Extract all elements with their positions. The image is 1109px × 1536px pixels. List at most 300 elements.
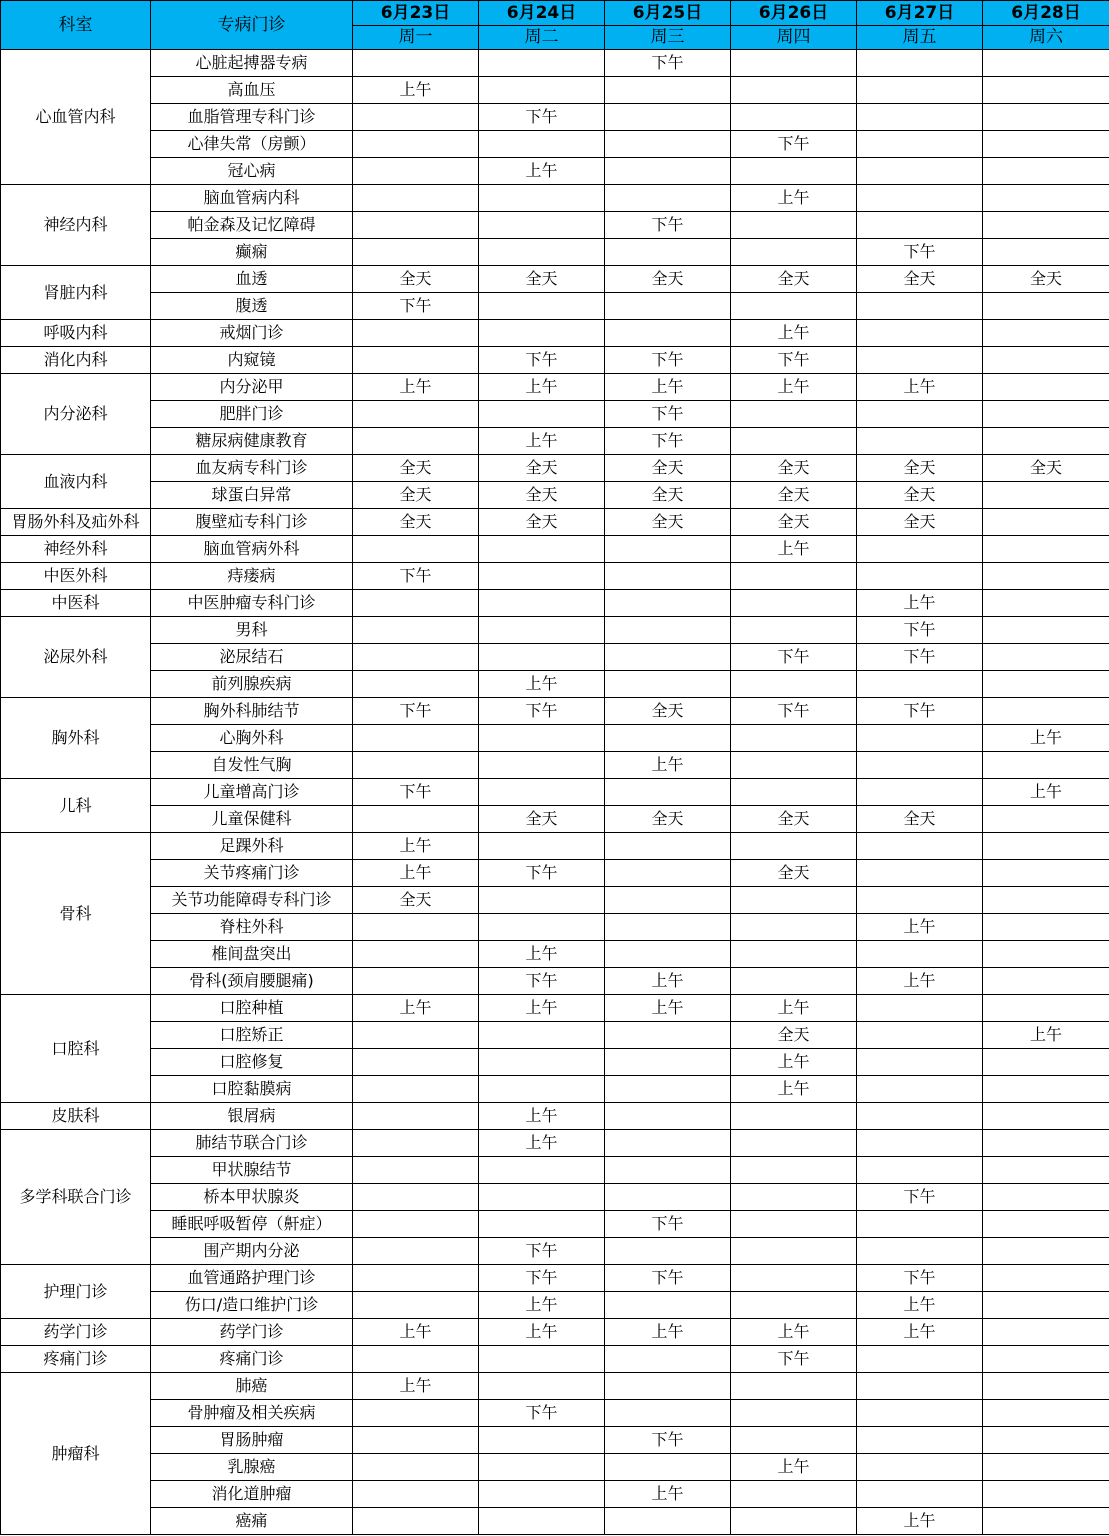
schedule-slot-cell (605, 185, 731, 212)
clinic-cell: 心脏起搏器专病 (151, 50, 353, 77)
schedule-slot-cell (605, 131, 731, 158)
weekday-header: 周五 (857, 26, 983, 50)
clinic-cell: 高血压 (151, 77, 353, 104)
schedule-slot-cell (857, 1481, 983, 1508)
schedule-slot-cell (731, 239, 857, 266)
schedule-slot-cell (731, 428, 857, 455)
schedule-slot-cell (857, 1211, 983, 1238)
clinic-cell: 胃肠肿瘤 (151, 1427, 353, 1454)
schedule-slot-cell (731, 1481, 857, 1508)
schedule-slot-cell (605, 1292, 731, 1319)
table-row (1, 455, 1109, 482)
schedule-slot-cell: 下午 (605, 401, 731, 428)
clinic-cell: 肺癌 (151, 1373, 353, 1400)
schedule-slot-cell (731, 1508, 857, 1535)
schedule-slot-cell (353, 1508, 479, 1535)
schedule-slot-cell (605, 1103, 731, 1130)
schedule-slot-cell (605, 1373, 731, 1400)
schedule-slot-cell (605, 320, 731, 347)
clinic-cell: 胸外科肺结节 (151, 698, 353, 725)
schedule-slot-cell (983, 563, 1109, 590)
schedule-slot-cell (353, 1049, 479, 1076)
schedule-slot-cell (857, 779, 983, 806)
clinic-cell: 桥本甲状腺炎 (151, 1184, 353, 1211)
clinic-cell: 口腔黏膜病 (151, 1076, 353, 1103)
schedule-slot-cell: 上午 (605, 374, 731, 401)
schedule-slot-cell: 全天 (857, 509, 983, 536)
schedule-slot-cell (983, 671, 1109, 698)
department-cell: 胸外科 (1, 698, 151, 779)
clinic-cell: 冠心病 (151, 158, 353, 185)
schedule-slot-cell (983, 752, 1109, 779)
schedule-slot-cell: 上午 (731, 1454, 857, 1481)
schedule-slot-cell (983, 1103, 1109, 1130)
schedule-header (1, 1, 1109, 50)
schedule-slot-cell (983, 77, 1109, 104)
department-cell: 多学科联合门诊 (1, 1130, 151, 1265)
schedule-slot-cell (857, 347, 983, 374)
schedule-slot-cell (857, 1049, 983, 1076)
clinic-cell: 椎间盘突出 (151, 941, 353, 968)
schedule-slot-cell: 下午 (731, 131, 857, 158)
table-row (1, 1211, 1109, 1238)
schedule-slot-cell (983, 1481, 1109, 1508)
schedule-slot-cell: 上午 (983, 1022, 1109, 1049)
table-row (1, 239, 1109, 266)
table-row (1, 617, 1109, 644)
department-cell: 药学门诊 (1, 1319, 151, 1346)
date-header: 6月28日 (983, 1, 1109, 26)
schedule-slot-cell (983, 1076, 1109, 1103)
schedule-slot-cell (983, 509, 1109, 536)
clinic-cell: 儿童增高门诊 (151, 779, 353, 806)
schedule-slot-cell (731, 725, 857, 752)
schedule-slot-cell (731, 77, 857, 104)
schedule-slot-cell (353, 1184, 479, 1211)
schedule-slot-cell (353, 806, 479, 833)
schedule-slot-cell (731, 914, 857, 941)
date-header: 6月26日 (731, 1, 857, 26)
schedule-slot-cell (731, 1211, 857, 1238)
schedule-slot-cell (731, 293, 857, 320)
schedule-slot-cell: 下午 (479, 968, 605, 995)
schedule-slot-cell (605, 887, 731, 914)
schedule-slot-cell (605, 1400, 731, 1427)
table-row (1, 1184, 1109, 1211)
schedule-slot-cell (983, 212, 1109, 239)
schedule-slot-cell: 下午 (731, 347, 857, 374)
department-cell: 骨科 (1, 833, 151, 995)
schedule-body (1, 50, 1109, 1535)
clinic-cell: 肺结节联合门诊 (151, 1130, 353, 1157)
schedule-slot-cell (857, 536, 983, 563)
schedule-slot-cell (857, 941, 983, 968)
schedule-slot-cell (983, 104, 1109, 131)
schedule-slot-cell (353, 1454, 479, 1481)
schedule-slot-cell (605, 590, 731, 617)
clinic-cell: 男科 (151, 617, 353, 644)
table-row (1, 968, 1109, 995)
table-row (1, 428, 1109, 455)
schedule-slot-cell: 全天 (983, 455, 1109, 482)
schedule-slot-cell: 全天 (731, 266, 857, 293)
clinic-cell: 脑血管病内科 (151, 185, 353, 212)
department-cell: 肾脏内科 (1, 266, 151, 320)
table-row (1, 671, 1109, 698)
schedule-slot-cell: 全天 (731, 806, 857, 833)
department-cell: 神经外科 (1, 536, 151, 563)
schedule-slot-cell: 上午 (731, 185, 857, 212)
schedule-slot-cell (353, 131, 479, 158)
clinic-cell: 疼痛门诊 (151, 1346, 353, 1373)
clinic-cell: 口腔矫正 (151, 1022, 353, 1049)
schedule-slot-cell (983, 239, 1109, 266)
schedule-slot-cell (731, 158, 857, 185)
clinic-cell: 血友病专科门诊 (151, 455, 353, 482)
schedule-slot-cell: 上午 (731, 995, 857, 1022)
schedule-slot-cell: 全天 (605, 482, 731, 509)
table-row (1, 1238, 1109, 1265)
schedule-slot-cell: 全天 (479, 509, 605, 536)
schedule-slot-cell: 全天 (731, 509, 857, 536)
schedule-slot-cell: 全天 (857, 266, 983, 293)
schedule-slot-cell: 下午 (605, 1211, 731, 1238)
schedule-slot-cell (731, 563, 857, 590)
schedule-slot-cell: 上午 (479, 1103, 605, 1130)
department-cell: 血液内科 (1, 455, 151, 509)
schedule-slot-cell (353, 752, 479, 779)
schedule-slot-cell: 上午 (983, 779, 1109, 806)
department-cell: 疼痛门诊 (1, 1346, 151, 1373)
schedule-slot-cell: 下午 (353, 563, 479, 590)
clinic-cell: 血透 (151, 266, 353, 293)
clinic-cell: 内窥镜 (151, 347, 353, 374)
schedule-slot-cell (479, 644, 605, 671)
schedule-slot-cell (605, 536, 731, 563)
schedule-slot-cell (605, 104, 731, 131)
schedule-slot-cell (479, 1157, 605, 1184)
schedule-slot-cell (479, 1508, 605, 1535)
schedule-slot-cell (857, 1454, 983, 1481)
schedule-slot-cell (479, 401, 605, 428)
schedule-slot-cell: 下午 (353, 779, 479, 806)
clinic-cell: 中医肿瘤专科门诊 (151, 590, 353, 617)
schedule-slot-cell (479, 50, 605, 77)
table-row (1, 563, 1109, 590)
schedule-slot-cell (857, 158, 983, 185)
schedule-slot-cell (857, 50, 983, 77)
table-row (1, 833, 1109, 860)
schedule-slot-cell (857, 752, 983, 779)
department-cell: 儿科 (1, 779, 151, 833)
department-cell: 肿瘤科 (1, 1373, 151, 1535)
schedule-slot-cell: 上午 (353, 833, 479, 860)
schedule-slot-cell (983, 185, 1109, 212)
date-header: 6月27日 (857, 1, 983, 26)
schedule-slot-cell (605, 1049, 731, 1076)
clinic-cell: 关节功能障碍专科门诊 (151, 887, 353, 914)
schedule-slot-cell (479, 887, 605, 914)
date-header: 6月25日 (605, 1, 731, 26)
schedule-slot-cell: 下午 (353, 698, 479, 725)
schedule-slot-cell: 全天 (353, 455, 479, 482)
header-date-row (1, 1, 1109, 26)
schedule-slot-cell (731, 1373, 857, 1400)
schedule-slot-cell: 下午 (605, 212, 731, 239)
schedule-slot-cell: 上午 (605, 995, 731, 1022)
schedule-slot-cell (479, 1184, 605, 1211)
table-row (1, 347, 1109, 374)
schedule-slot-cell (353, 941, 479, 968)
schedule-slot-cell (857, 1238, 983, 1265)
schedule-slot-cell (479, 1373, 605, 1400)
schedule-slot-cell (731, 1157, 857, 1184)
schedule-slot-cell (857, 1022, 983, 1049)
schedule-slot-cell (605, 1508, 731, 1535)
schedule-slot-cell (857, 833, 983, 860)
department-cell: 皮肤科 (1, 1103, 151, 1130)
table-row (1, 104, 1109, 131)
schedule-slot-cell (353, 401, 479, 428)
schedule-slot-cell: 下午 (605, 347, 731, 374)
schedule-slot-cell (353, 671, 479, 698)
schedule-slot-cell (983, 1292, 1109, 1319)
schedule-slot-cell: 全天 (605, 509, 731, 536)
schedule-slot-cell: 全天 (857, 482, 983, 509)
schedule-slot-cell: 上午 (479, 941, 605, 968)
schedule-slot-cell (479, 1481, 605, 1508)
schedule-slot-cell (857, 104, 983, 131)
schedule-slot-cell: 上午 (731, 1076, 857, 1103)
clinic-cell: 围产期内分泌 (151, 1238, 353, 1265)
schedule-slot-cell (353, 1076, 479, 1103)
table-row (1, 752, 1109, 779)
schedule-slot-cell: 全天 (731, 860, 857, 887)
schedule-slot-cell (479, 833, 605, 860)
schedule-slot-cell: 上午 (731, 1319, 857, 1346)
schedule-slot-cell (857, 1427, 983, 1454)
schedule-slot-cell (479, 617, 605, 644)
schedule-slot-cell (479, 563, 605, 590)
schedule-slot-cell (605, 1130, 731, 1157)
schedule-slot-cell (983, 482, 1109, 509)
schedule-slot-cell: 全天 (605, 698, 731, 725)
schedule-slot-cell (353, 914, 479, 941)
department-cell: 中医外科 (1, 563, 151, 590)
schedule-slot-cell (605, 617, 731, 644)
clinic-cell: 关节疼痛门诊 (151, 860, 353, 887)
schedule-slot-cell: 下午 (479, 347, 605, 374)
schedule-slot-cell (857, 185, 983, 212)
schedule-slot-cell (857, 1076, 983, 1103)
schedule-slot-cell (353, 1292, 479, 1319)
schedule-slot-cell (983, 1373, 1109, 1400)
department-cell: 内分泌科 (1, 374, 151, 455)
schedule-slot-cell (353, 1427, 479, 1454)
schedule-slot-cell: 上午 (479, 995, 605, 1022)
schedule-slot-cell (605, 77, 731, 104)
schedule-slot-cell (605, 1346, 731, 1373)
schedule-slot-cell (857, 1346, 983, 1373)
schedule-slot-cell (353, 1103, 479, 1130)
clinic-cell: 骨肿瘤及相关疾病 (151, 1400, 353, 1427)
schedule-slot-cell (983, 1184, 1109, 1211)
schedule-slot-cell: 上午 (605, 968, 731, 995)
schedule-slot-cell: 下午 (605, 1265, 731, 1292)
schedule-slot-cell (983, 374, 1109, 401)
schedule-slot-cell: 下午 (857, 617, 983, 644)
table-row (1, 536, 1109, 563)
clinic-cell: 癫痫 (151, 239, 353, 266)
schedule-slot-cell (731, 833, 857, 860)
schedule-slot-cell (731, 50, 857, 77)
schedule-slot-cell (353, 617, 479, 644)
schedule-slot-cell (983, 1454, 1109, 1481)
clinic-cell: 癌痛 (151, 1508, 353, 1535)
schedule-slot-cell (479, 1454, 605, 1481)
schedule-slot-cell (983, 1238, 1109, 1265)
schedule-slot-cell: 全天 (353, 509, 479, 536)
schedule-slot-cell (731, 590, 857, 617)
department-cell: 中医科 (1, 590, 151, 617)
schedule-slot-cell (857, 995, 983, 1022)
schedule-slot-cell (731, 887, 857, 914)
schedule-slot-cell (731, 1238, 857, 1265)
schedule-slot-cell (857, 671, 983, 698)
table-row (1, 293, 1109, 320)
schedule-slot-cell (857, 293, 983, 320)
schedule-slot-cell: 全天 (479, 266, 605, 293)
schedule-slot-cell (983, 1319, 1109, 1346)
schedule-slot-cell (983, 968, 1109, 995)
schedule-slot-cell (983, 914, 1109, 941)
schedule-slot-cell (353, 644, 479, 671)
schedule-slot-cell: 下午 (479, 104, 605, 131)
schedule-slot-cell: 上午 (479, 158, 605, 185)
schedule-slot-cell (605, 293, 731, 320)
schedule-slot-cell (983, 428, 1109, 455)
table-row (1, 1157, 1109, 1184)
schedule-slot-cell (857, 1130, 983, 1157)
schedule-slot-cell (605, 860, 731, 887)
table-row (1, 1508, 1109, 1535)
schedule-slot-cell (731, 752, 857, 779)
schedule-slot-cell: 全天 (731, 482, 857, 509)
schedule-slot-cell: 全天 (353, 887, 479, 914)
schedule-slot-cell (479, 779, 605, 806)
schedule-slot-cell (983, 806, 1109, 833)
date-header: 6月23日 (353, 1, 479, 26)
clinic-cell: 球蛋白异常 (151, 482, 353, 509)
schedule-slot-cell (479, 131, 605, 158)
schedule-slot-cell: 上午 (353, 1373, 479, 1400)
clinic-cell: 伤口/造口维护门诊 (151, 1292, 353, 1319)
schedule-slot-cell (857, 860, 983, 887)
schedule-slot-cell (353, 104, 479, 131)
schedule-slot-cell: 下午 (857, 698, 983, 725)
table-row (1, 779, 1109, 806)
clinic-cell: 戒烟门诊 (151, 320, 353, 347)
schedule-slot-cell (479, 914, 605, 941)
schedule-slot-cell (353, 1481, 479, 1508)
schedule-slot-cell: 上午 (605, 1319, 731, 1346)
schedule-slot-cell (353, 725, 479, 752)
department-cell: 护理门诊 (1, 1265, 151, 1319)
schedule-slot-cell (353, 1130, 479, 1157)
schedule-slot-cell (731, 1427, 857, 1454)
schedule-slot-cell (983, 293, 1109, 320)
schedule-slot-cell: 下午 (353, 293, 479, 320)
schedule-slot-cell (605, 671, 731, 698)
clinic-cell: 泌尿结石 (151, 644, 353, 671)
schedule-slot-cell (479, 1427, 605, 1454)
clinic-cell: 帕金森及记忆障碍 (151, 212, 353, 239)
schedule-slot-cell: 上午 (731, 320, 857, 347)
table-row (1, 1049, 1109, 1076)
table-row (1, 1346, 1109, 1373)
schedule-slot-cell: 全天 (605, 266, 731, 293)
schedule-slot-cell (731, 104, 857, 131)
schedule-slot-cell (983, 887, 1109, 914)
schedule-slot-cell (983, 1130, 1109, 1157)
schedule-slot-cell (479, 536, 605, 563)
weekday-header: 周二 (479, 26, 605, 50)
schedule-slot-cell (731, 941, 857, 968)
schedule-slot-cell (857, 77, 983, 104)
schedule-slot-cell: 下午 (857, 1265, 983, 1292)
schedule-slot-cell: 下午 (857, 644, 983, 671)
schedule-slot-cell (605, 158, 731, 185)
schedule-slot-cell (353, 1400, 479, 1427)
schedule-slot-cell: 下午 (479, 1265, 605, 1292)
table-row (1, 1076, 1109, 1103)
schedule-slot-cell: 上午 (479, 428, 605, 455)
schedule-slot-cell (731, 212, 857, 239)
schedule-slot-cell (605, 644, 731, 671)
date-header: 6月24日 (479, 1, 605, 26)
schedule-slot-cell (353, 1211, 479, 1238)
schedule-slot-cell: 上午 (731, 374, 857, 401)
schedule-slot-cell (605, 941, 731, 968)
schedule-slot-cell: 全天 (731, 455, 857, 482)
table-row (1, 914, 1109, 941)
schedule-slot-cell (353, 347, 479, 374)
clinic-cell: 痔瘘病 (151, 563, 353, 590)
clinic-cell: 心胸外科 (151, 725, 353, 752)
schedule-slot-cell: 上午 (353, 374, 479, 401)
schedule-slot-cell: 上午 (605, 752, 731, 779)
schedule-slot-cell: 上午 (857, 374, 983, 401)
schedule-slot-cell: 全天 (605, 806, 731, 833)
schedule-slot-cell (353, 185, 479, 212)
schedule-slot-cell (857, 320, 983, 347)
schedule-slot-cell (857, 1103, 983, 1130)
schedule-slot-cell (353, 1022, 479, 1049)
table-row (1, 50, 1109, 77)
table-row (1, 1319, 1109, 1346)
table-row (1, 1373, 1109, 1400)
department-cell: 呼吸内科 (1, 320, 151, 347)
schedule-slot-cell (857, 887, 983, 914)
schedule-slot-cell: 上午 (479, 1319, 605, 1346)
clinic-cell: 骨科(颈肩腰腿痛) (151, 968, 353, 995)
clinic-cell: 腹壁疝专科门诊 (151, 509, 353, 536)
schedule-slot-cell: 全天 (731, 1022, 857, 1049)
table-row (1, 1481, 1109, 1508)
schedule-slot-cell (353, 212, 479, 239)
schedule-slot-cell (353, 428, 479, 455)
schedule-slot-cell (983, 1346, 1109, 1373)
